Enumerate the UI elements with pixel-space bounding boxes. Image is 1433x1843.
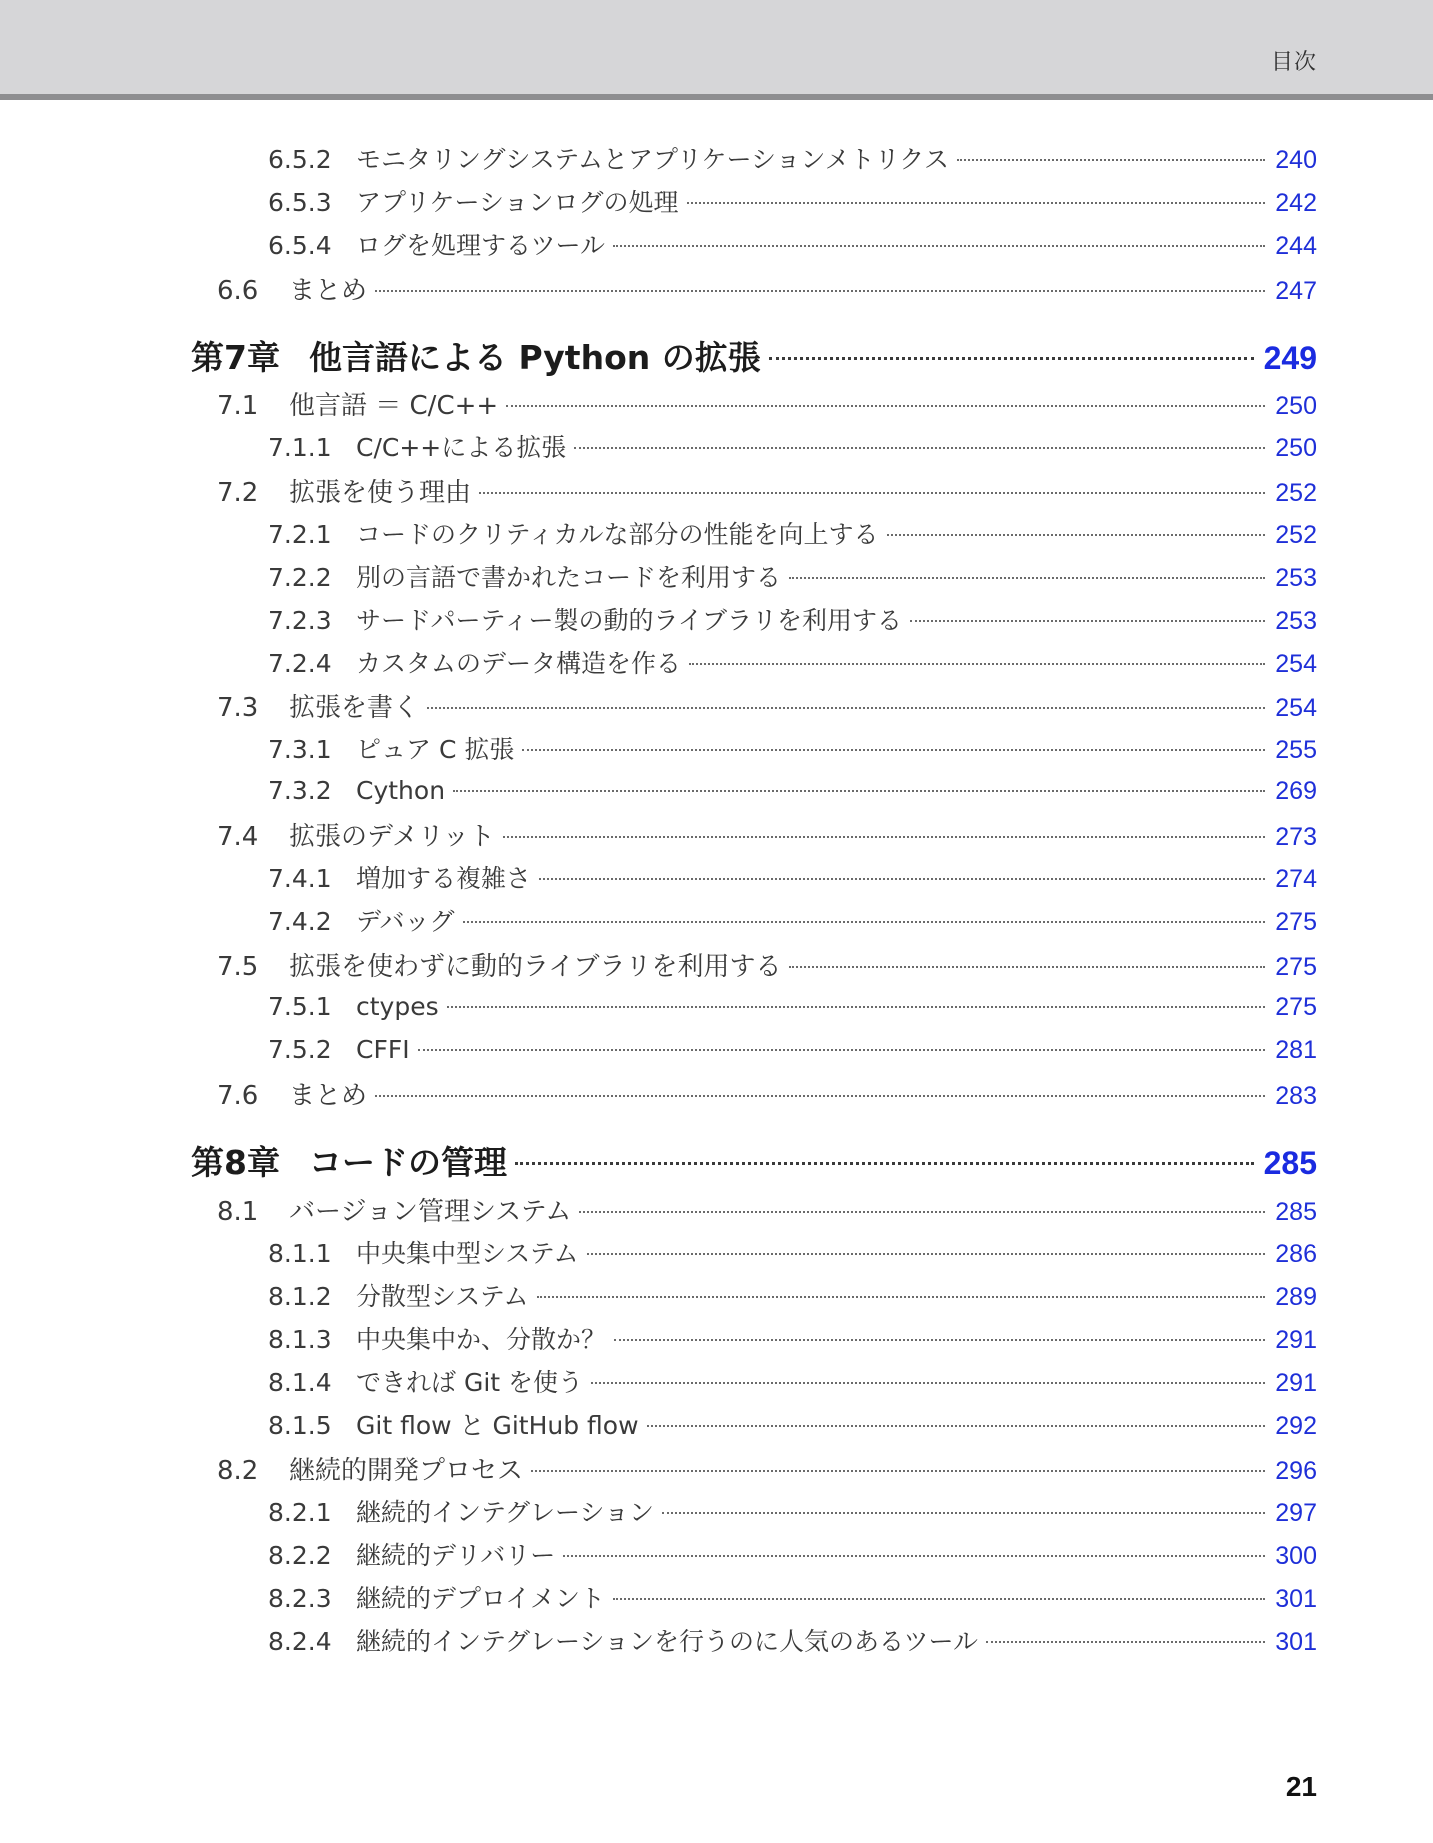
- dot-leader: [647, 1425, 1266, 1427]
- toc-entry-page[interactable]: 254: [1275, 693, 1317, 722]
- toc-entry-title: カスタムのデータ構造を作る: [356, 649, 682, 678]
- toc-entry-title: 継続的インテグレーション: [356, 1498, 655, 1527]
- toc-entry-number: 8.2.4: [268, 1627, 332, 1656]
- toc-entry-page[interactable]: 252: [1275, 521, 1317, 549]
- toc-entry-page[interactable]: 275: [1275, 908, 1317, 936]
- toc-entry-title: 中央集中か、分散か？: [356, 1325, 607, 1354]
- toc-entry-title: CFFI: [356, 1035, 410, 1064]
- toc-entry-sub[interactable]: [268, 226, 1317, 262]
- dot-leader: [587, 1253, 1266, 1255]
- toc-entry-page[interactable]: 254: [1275, 650, 1317, 678]
- toc-entry-title: 拡張のデメリット: [289, 821, 495, 852]
- toc-entry-sub[interactable]: [268, 1406, 1317, 1442]
- toc-entry-number: 7.2.2: [268, 563, 332, 592]
- toc-entry-number: 8.1.2: [268, 1282, 332, 1311]
- dot-leader: [614, 1339, 1265, 1341]
- toc-entry-title: ログを処理するツール: [356, 231, 606, 260]
- toc-entry-chapter[interactable]: [191, 1137, 1317, 1184]
- toc-entry-page[interactable]: 247: [1275, 276, 1317, 305]
- toc-entry-number: 8.1.1: [268, 1239, 332, 1268]
- toc-entry-number: 7.1.1: [268, 433, 332, 462]
- dot-leader: [769, 357, 1254, 360]
- dot-leader: [887, 534, 1266, 536]
- toc-entry-page[interactable]: 242: [1275, 189, 1317, 217]
- toc-entry-page[interactable]: 292: [1275, 1412, 1317, 1440]
- toc-entry-number: 6.5.2: [268, 145, 332, 174]
- dot-leader: [447, 1006, 1266, 1008]
- dot-leader: [503, 836, 1265, 838]
- toc-entry-number: 7.2.4: [268, 649, 332, 678]
- toc-entry-section[interactable]: [217, 472, 1317, 509]
- toc-entry-page[interactable]: 285: [1263, 1144, 1317, 1181]
- toc-entry-number: 7.5.1: [268, 992, 332, 1021]
- toc-entry-title: 別の言語で書かれたコードを利用する: [356, 563, 782, 592]
- toc-entry-section[interactable]: [217, 385, 1317, 422]
- toc-entry-sub[interactable]: [268, 1536, 1317, 1572]
- dot-leader: [427, 707, 1265, 709]
- toc-entry-sub[interactable]: [268, 1234, 1317, 1270]
- toc-entry-page[interactable]: 244: [1275, 232, 1317, 260]
- toc-entry-title: ピュア C 拡張: [356, 735, 515, 764]
- toc-entry-section[interactable]: [217, 270, 1317, 307]
- toc-entry-number: 7.1: [217, 390, 259, 421]
- toc-entry-sub[interactable]: [268, 1363, 1317, 1399]
- dot-leader: [789, 966, 1265, 968]
- toc-entry-sub[interactable]: [268, 601, 1317, 637]
- toc-entry-page[interactable]: 289: [1275, 1283, 1317, 1311]
- toc-entry-number: 7.4.2: [268, 907, 332, 936]
- toc-entry-title: Cython: [356, 776, 446, 805]
- dot-leader: [613, 245, 1265, 247]
- toc-entry-title: 分散型システム: [356, 1282, 529, 1311]
- toc-entry-sub[interactable]: [268, 859, 1317, 895]
- dot-leader: [574, 447, 1265, 449]
- toc-entry-page[interactable]: 255: [1275, 736, 1317, 764]
- dot-leader: [687, 202, 1266, 204]
- toc-entry-page[interactable]: 275: [1275, 993, 1317, 1021]
- toc-entry-number: 8.1.3: [268, 1325, 332, 1354]
- dot-leader: [531, 1470, 1265, 1472]
- toc-entry-number: 8.1: [217, 1196, 259, 1227]
- toc-entry-page[interactable]: 240: [1275, 146, 1317, 174]
- toc-entry-page[interactable]: 301: [1275, 1585, 1317, 1613]
- toc-entry-page[interactable]: 253: [1275, 564, 1317, 592]
- dot-leader: [375, 1095, 1265, 1097]
- toc-entry-title: Git flow と GitHub flow: [356, 1411, 639, 1440]
- toc-entry-number: 7.3.2: [268, 776, 332, 805]
- toc-entry-page[interactable]: 291: [1275, 1326, 1317, 1354]
- dot-leader: [689, 663, 1265, 665]
- toc-entry-section[interactable]: [217, 1075, 1317, 1112]
- running-head: 目次: [1270, 50, 1317, 75]
- dot-leader: [515, 1162, 1254, 1165]
- toc-entry-section[interactable]: [217, 1450, 1317, 1487]
- toc-entry-sub[interactable]: [268, 776, 1317, 806]
- dot-leader: [539, 878, 1265, 880]
- toc-entry-page[interactable]: 300: [1275, 1542, 1317, 1570]
- toc-entry-title: 継続的開発プロセス: [289, 1455, 524, 1486]
- toc-entry-number: 7.2.1: [268, 520, 332, 549]
- toc-entry-sub[interactable]: [268, 515, 1317, 551]
- toc-entry-page[interactable]: 281: [1275, 1036, 1317, 1064]
- toc-entry-sub[interactable]: [268, 902, 1317, 938]
- toc-entry-title: 継続的デリバリー: [356, 1541, 556, 1570]
- toc-entry-title: できれば Git を使う: [356, 1368, 584, 1397]
- dot-leader: [613, 1598, 1265, 1600]
- toc-entry-number: 7.5.2: [268, 1035, 332, 1064]
- toc-entry-section[interactable]: [217, 946, 1317, 983]
- toc-entry-title: C/C++による拡張: [356, 433, 567, 462]
- toc-entry-sub[interactable]: [268, 1579, 1317, 1615]
- dot-leader: [418, 1049, 1266, 1051]
- toc-entry-number: 第8章: [191, 1142, 280, 1182]
- dot-leader: [591, 1382, 1265, 1384]
- toc-entry-page[interactable]: 296: [1275, 1456, 1317, 1485]
- toc-entry-page[interactable]: 274: [1275, 865, 1317, 893]
- toc-entry-sub[interactable]: [268, 558, 1317, 594]
- toc-entry-title: サードパーティー製の動的ライブラリを利用する: [356, 606, 903, 635]
- toc-entry-title: 拡張を使う理由: [289, 477, 472, 508]
- toc-entry-number: 8.1.4: [268, 1368, 332, 1397]
- toc-entry-sub[interactable]: [268, 1493, 1317, 1529]
- toc-entry-sub[interactable]: [268, 644, 1317, 680]
- dot-leader: [453, 790, 1265, 792]
- toc-entry-page[interactable]: 269: [1275, 777, 1317, 805]
- toc-entry-sub[interactable]: [268, 992, 1317, 1022]
- toc-entry-section[interactable]: [217, 687, 1317, 724]
- dot-leader: [662, 1512, 1265, 1514]
- toc-entry-title: モニタリングシステムとアプリケーションメトリクス: [356, 145, 950, 174]
- toc-entry-number: 8.2.1: [268, 1498, 332, 1527]
- toc-entry-sub[interactable]: [268, 1320, 1317, 1356]
- toc-entry-page[interactable]: 291: [1275, 1369, 1317, 1397]
- dot-leader: [957, 159, 1265, 161]
- toc-entry-page[interactable]: 275: [1275, 952, 1317, 981]
- dot-leader: [789, 577, 1265, 579]
- toc-entry-page[interactable]: 301: [1275, 1628, 1317, 1656]
- dot-leader: [479, 492, 1265, 494]
- toc-entry-title: ctypes: [356, 992, 439, 1021]
- toc-entry-section[interactable]: [217, 1191, 1317, 1228]
- toc-entry-page[interactable]: 273: [1275, 822, 1317, 851]
- toc-entry-title: 他言語 ＝ C/C++: [289, 390, 499, 421]
- toc-entry-number: 8.2.2: [268, 1541, 332, 1570]
- dot-leader: [506, 405, 1265, 407]
- toc-entry-page[interactable]: 249: [1263, 339, 1317, 376]
- toc-entry-page[interactable]: 286: [1275, 1240, 1317, 1268]
- toc-entry-title: まとめ: [289, 1080, 368, 1111]
- dot-leader: [563, 1555, 1265, 1557]
- toc-entry-sub[interactable]: [268, 730, 1317, 766]
- toc-entry-title: 増加する複雑さ: [356, 864, 532, 893]
- toc-entry-number: 第7章: [191, 337, 280, 377]
- toc-entry-number: 7.2.3: [268, 606, 332, 635]
- toc-entry-sub[interactable]: [268, 140, 1317, 176]
- toc-entry-section[interactable]: [217, 816, 1317, 853]
- toc-entry-chapter[interactable]: [191, 332, 1317, 379]
- toc-entry-number: 8.2: [217, 1455, 259, 1486]
- toc-entry-title: 拡張を書く: [289, 692, 420, 723]
- toc-entry-title: アプリケーションログの処理: [356, 188, 679, 217]
- toc-entry-title: 他言語による Python の拡張: [309, 337, 761, 377]
- toc-entry-number: 7.4.1: [268, 864, 332, 893]
- toc-entry-page[interactable]: 285: [1275, 1197, 1317, 1226]
- toc-entry-number: 8.2.3: [268, 1584, 332, 1613]
- toc-entry-number: 7.5: [217, 951, 259, 982]
- dot-leader: [375, 290, 1265, 292]
- toc-entry-title: コードの管理: [309, 1142, 507, 1182]
- toc-entry-sub[interactable]: [268, 1035, 1317, 1065]
- toc-entry-title: 中央集中型システム: [356, 1239, 579, 1268]
- dot-leader: [986, 1641, 1265, 1643]
- dot-leader: [463, 921, 1266, 923]
- toc-entry-number: 7.3: [217, 692, 259, 723]
- toc-entry-number: 6.5.4: [268, 231, 332, 260]
- toc-entry-sub[interactable]: [268, 1277, 1317, 1313]
- toc-entry-title: バージョン管理システム: [289, 1196, 572, 1227]
- toc-entry-number: 6.6: [217, 275, 259, 306]
- toc-entry-page[interactable]: 283: [1275, 1081, 1317, 1110]
- toc-entry-title: 拡張を使わずに動的ライブラリを利用する: [289, 951, 782, 982]
- header-rule: [0, 94, 1433, 100]
- dot-leader: [537, 1296, 1266, 1298]
- toc-entry-page[interactable]: 297: [1275, 1499, 1317, 1527]
- toc-entry-title: 継続的デプロイメント: [356, 1584, 606, 1613]
- toc-entry-sub[interactable]: [268, 183, 1317, 219]
- toc-entry-title: まとめ: [289, 275, 368, 306]
- header-band: [0, 0, 1433, 94]
- toc-entry-title: 継続的インテグレーションを行うのに人気のあるツール: [356, 1627, 979, 1656]
- toc-entry-number: 7.2: [217, 477, 259, 508]
- toc-entry-title: デバッグ: [356, 907, 455, 936]
- toc-entry-number: 7.4: [217, 821, 259, 852]
- dot-leader: [522, 749, 1265, 751]
- toc-entry-number: 6.5.3: [268, 188, 332, 217]
- toc-entry-page[interactable]: 252: [1275, 478, 1317, 507]
- dot-leader: [910, 620, 1265, 622]
- toc-entry-title: コードのクリティカルな部分の性能を向上する: [356, 520, 879, 549]
- page-number: 21: [1285, 1771, 1317, 1802]
- toc-entry-number: 7.6: [217, 1080, 259, 1111]
- toc-entry-sub[interactable]: [268, 428, 1317, 464]
- toc-entry-page[interactable]: 250: [1275, 391, 1317, 420]
- toc-entry-sub[interactable]: [268, 1622, 1317, 1658]
- toc-entry-page[interactable]: 253: [1275, 607, 1317, 635]
- toc-entry-number: 7.3.1: [268, 735, 332, 764]
- toc-entry-page[interactable]: 250: [1275, 434, 1317, 462]
- toc-entry-number: 8.1.5: [268, 1411, 332, 1440]
- dot-leader: [579, 1211, 1265, 1213]
